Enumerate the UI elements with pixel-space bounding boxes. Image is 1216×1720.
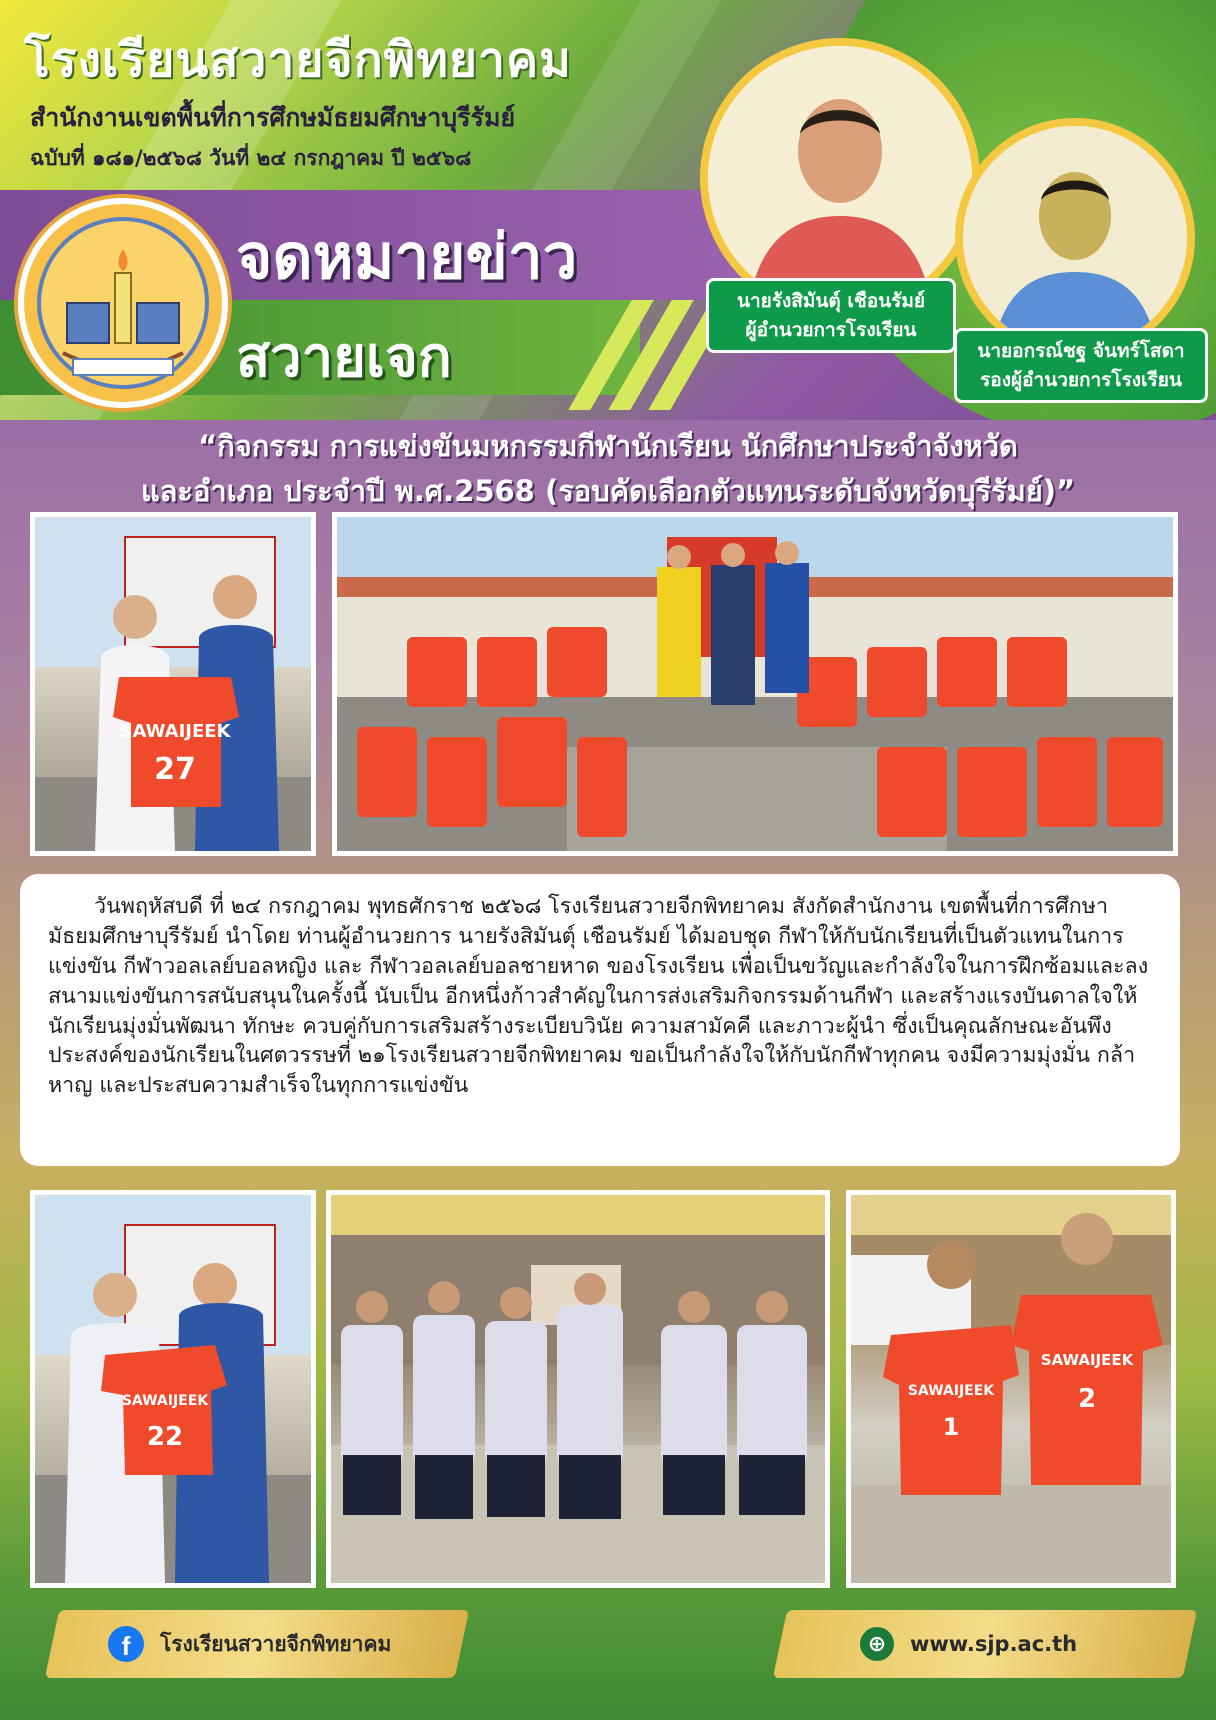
education-office: สำนักงานเขตพื้นที่การศึกษมัธยมศึกษาบุรีรัมย์ xyxy=(30,103,516,132)
globe-icon: ⊕ xyxy=(860,1627,894,1661)
body-line: ประสงค์ของนักเรียนในศตวรรษที่ ๒๑โรงเรียนสวายจีกพิทยาคม ขอเป็นกำลังใจให้กับนักกีฬาทุกคน xyxy=(48,1043,940,1069)
jersey-brand: SAWAIJEEK xyxy=(1040,1351,1134,1369)
deputy-director-portrait xyxy=(955,118,1195,358)
jersey-number: 1 xyxy=(942,1413,960,1441)
website-url: www.sjp.ac.th xyxy=(910,1632,1078,1656)
headline-line-1: “กิจกรรม การแข่งขันมหกรรมกีฬานักเรียน นักศึกษาประจำจังหวัด xyxy=(198,429,1018,463)
body-line: ของโรงเรียน เพื่อเป็นขวัญและกำลังใจในการฝึกซ้อมและลงสนามแข่งขันการสนับสนุนในครั้งนี้ นับเป็น xyxy=(48,953,1149,1009)
body-line: เขตพื้นที่การศึกษามัธยมศึกษาบุรีรัมย์ นำโดย ท่านผู้อำนวยการ นายรังสิมันต์ุ เชือนรัมย์ ได้มอบชุด xyxy=(48,894,1109,949)
facebook-icon: f xyxy=(108,1626,144,1662)
news-body-card xyxy=(20,874,1180,1166)
headline-line-2: และอำเภอ ประจำปี พ.ศ.2568 (รอบคัดเลือกตัวแทนระดับจังหวัดบุรีรัมย์)” xyxy=(140,473,1076,508)
body-line: ทักษะ ควบคู่กับการเสริมสร้างระเบียบวินัย ความสามัคคี และภาวะผู้นำ ซึ่งเป็นคุณลักษณะอันพึง xyxy=(242,1013,1112,1039)
newsletter-subtitle: สวายเจก xyxy=(236,325,452,390)
director-name-box xyxy=(706,278,956,353)
issue-info: ฉบับที่ ๑๘๑/๒๕๖๘ วันที่ ๒๔ กรกฎาคม ปี ๒๕๖๘ xyxy=(30,146,472,170)
body-line: จงมีความมุ่งมั่น กล้าหาญ และประสบความสำเร็จในทุกการแข่งขัน xyxy=(48,1043,1136,1099)
activity-headline xyxy=(0,424,1216,514)
jersey-number: 22 xyxy=(146,1422,184,1452)
photo-beach-volleyball-boys xyxy=(846,1190,1176,1588)
photo-jersey-handover-2 xyxy=(30,1190,316,1588)
jersey-number: 27 xyxy=(154,752,196,787)
school-logo-icon xyxy=(18,198,228,408)
news-body-text xyxy=(48,892,1152,1101)
deputy-position: รองผู้อำนวยการโรงเรียน xyxy=(980,368,1182,391)
footer-website[interactable] xyxy=(773,1610,1197,1678)
jersey-brand: SAWAIJEEK xyxy=(119,721,231,742)
body-line: กีฬาให้กับนักเรียนที่เป็นตัวแทนในการแข่งขัน กีฬาวอลเลย์บอลหญิง และ กีฬาวอลเลย์บอลชายหาด xyxy=(48,923,1124,979)
body-line: วันพฤหัสบดี ที่ ๒๔ กรกฎาคม พุทธศักราช ๒๕๖๘ โรงเรียนสวายจีกพิทยาคม สังกัดสำนักงาน xyxy=(94,894,933,919)
deputy-name-box xyxy=(954,328,1208,403)
body-line: อีกหนึ่งก้าวสำคัญในการส่งเสริมกิจกรรมด้านกีฬา และสร้างแรงบันดาลใจให้นักเรียนมุ่งมั่นพัฒนา xyxy=(48,983,1138,1039)
photo-jersey-handover-1 xyxy=(30,512,316,856)
director-name: นายรังสิมันต์ุ เชือนรัมย์ xyxy=(737,290,925,312)
director-position: ผู้อำนวยการโรงเรียน xyxy=(745,318,917,341)
footer-facebook[interactable] xyxy=(45,1610,469,1678)
jersey-brand: SAWAIJEEK xyxy=(907,1383,995,1399)
photo-team-group xyxy=(332,512,1178,856)
photo-volleyball-girls xyxy=(326,1190,830,1588)
facebook-label: โรงเรียนสวายจีกพิทยาคม xyxy=(160,1631,392,1656)
jersey-brand: SAWAIJEEK xyxy=(121,1393,209,1409)
newsletter-title: จดหมายข่าว xyxy=(236,220,578,293)
jersey-number: 2 xyxy=(1077,1384,1097,1414)
director-portrait xyxy=(700,38,980,318)
school-name: โรงเรียนสวายจีกพิทยาคม xyxy=(24,32,572,88)
deputy-name: นายอกรณ์ชฐ จันทร์โสดา xyxy=(977,340,1185,362)
